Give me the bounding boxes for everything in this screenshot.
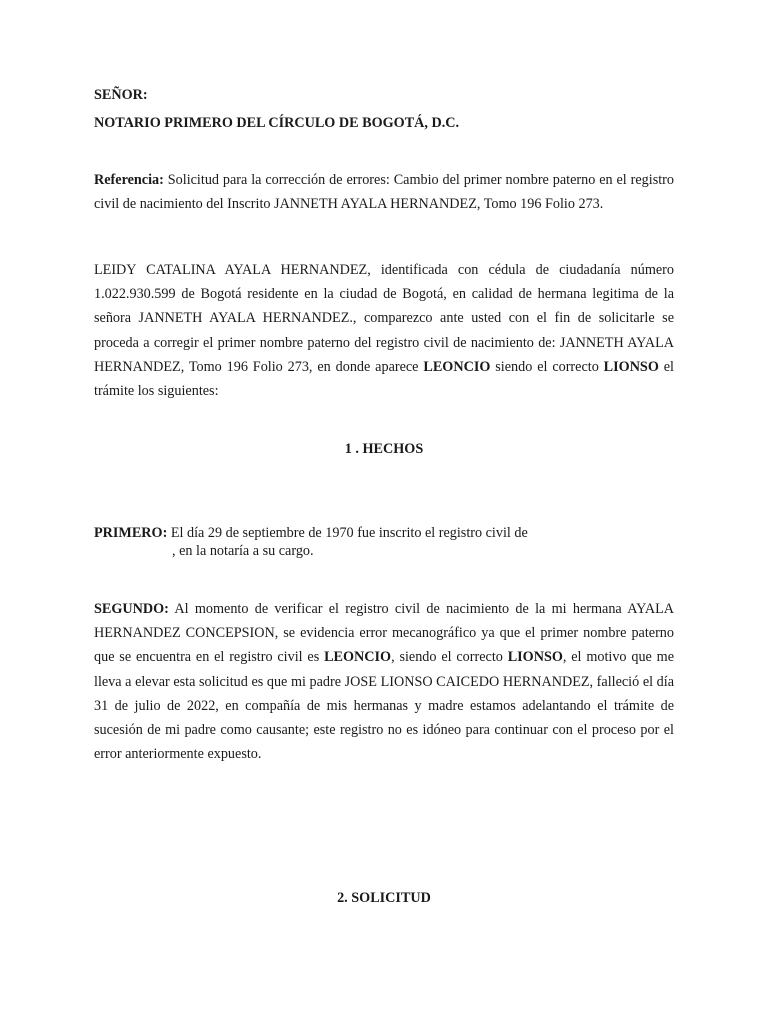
salutation-text: SEÑOR: bbox=[94, 87, 148, 103]
section-1-title: 1 . HECHOS bbox=[344, 441, 424, 457]
intro-correct-name: LIONSO bbox=[603, 358, 659, 375]
segundo-text-1: Al momento de verificar el registro civil de nacimiento de la mi hermana AYALA HERNANDEZ CONCEPSION, se evidencia error mecanográfico ya que el primer nombre paterno que se encuentra en el registro civil es bbox=[94, 601, 674, 666]
salutation bbox=[94, 87, 148, 104]
primero-line-2: , en la notaría a su cargo. bbox=[172, 543, 314, 559]
intro-text-2: siendo el correcto bbox=[490, 358, 604, 375]
segundo-label: SEGUNDO: bbox=[94, 601, 169, 617]
primero-line-1 bbox=[94, 525, 528, 542]
reference-label: Referencia: bbox=[94, 172, 164, 188]
intro-paragraph bbox=[94, 258, 674, 403]
segundo-wrong-name: LEONCIO bbox=[324, 649, 392, 666]
intro-text-1: LEIDY CATALINA AYALA HERNANDEZ, identificada con cédula de ciudadanía número 1.022.930.599 de Bogotá residente en la ciudad de Bogotá, en calidad de hermana legitima de la señora JANNETH AYALA HERNANDEZ., comparezco ante usted con el fin de solicitarle se proceda a corregir el primer nombre paterno del registro civil de nacimiento de: JANNETH AYALA HERNANDEZ, Tomo 196 Folio 273, en donde aparece bbox=[94, 262, 674, 375]
primero-label: PRIMERO: bbox=[94, 525, 168, 541]
segundo-text-2: , siendo el correcto bbox=[391, 649, 508, 666]
reference-paragraph bbox=[94, 168, 674, 216]
section-2-title: 2. SOLICITUD bbox=[337, 890, 431, 906]
segundo-text-3: , el motivo que me lleva a elevar esta solicitud es que mi padre JOSE LIONSO CAICEDO HERNANDEZ, falleció el día 31 de julio de 2022, en compañía de mis hermanas y madre estamos adelantando el trámite de sucesión de mi padre como causante; este registro no es idóneo para continuar con el proceso por el error anteriormente expuesto. bbox=[94, 649, 674, 763]
segundo-paragraph bbox=[94, 597, 674, 766]
intro-wrong-name: LEONCIO bbox=[423, 358, 491, 375]
primero-text-1: El día 29 de septiembre de 1970 fue inscrito el registro civil de bbox=[167, 525, 528, 541]
intro-text-3: el trámite los siguientes: bbox=[94, 358, 674, 400]
addressee bbox=[94, 115, 459, 132]
reference-text: Solicitud para la corrección de errores: Cambio del primer nombre paterno en el registro civil de nacimiento del Inscrito JANNETH AYALA HERNANDEZ, Tomo 196 Folio 273. bbox=[94, 172, 674, 213]
addressee-text: NOTARIO PRIMERO DEL CÍRCULO DE BOGOTÁ, D.C. bbox=[94, 115, 460, 131]
segundo-correct-name: LIONSO bbox=[507, 649, 563, 666]
